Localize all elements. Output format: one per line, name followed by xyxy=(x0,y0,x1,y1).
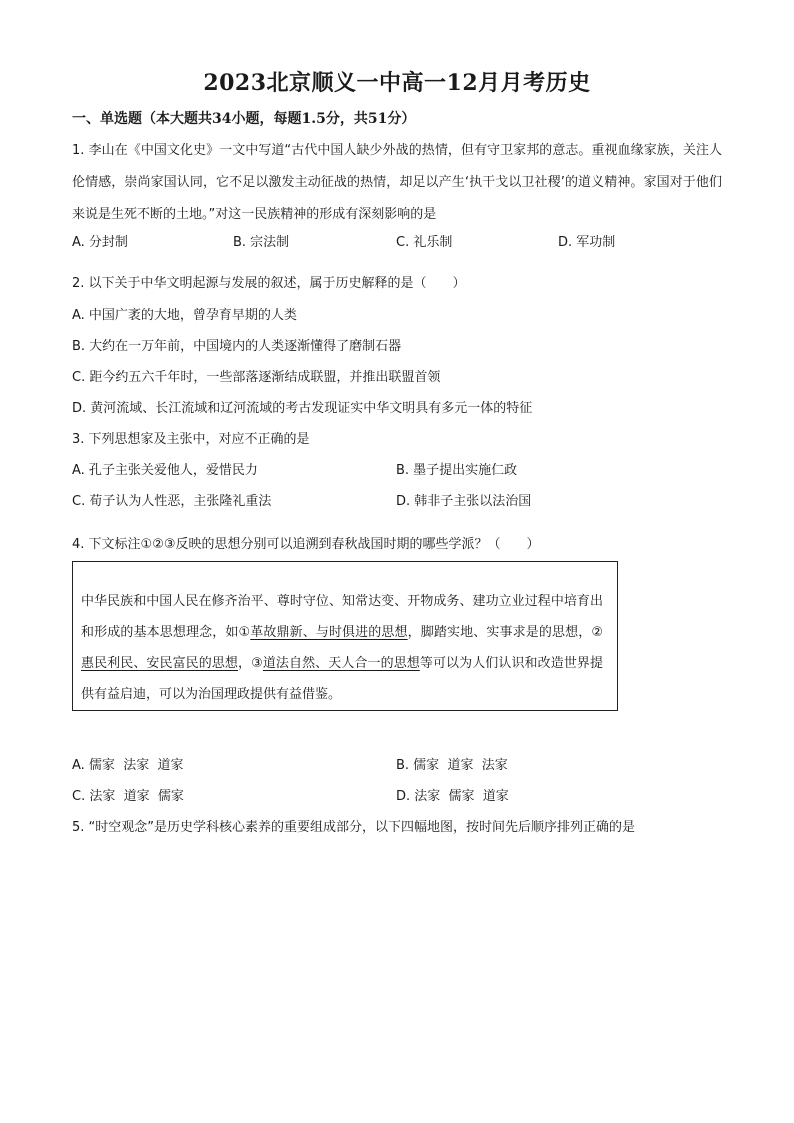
material-underline-1: 革故鼎新、与时俱进的思想 xyxy=(250,625,408,640)
material-underline-3: 道法自然、天人合一的思想 xyxy=(262,656,420,671)
question-1-option-c: C. 礼乐制 xyxy=(396,235,453,250)
page-title: 2023北京顺义一中高一12月月考历史 xyxy=(203,70,591,96)
material-text-3: ，③ xyxy=(238,656,263,671)
question-2-option-b: B. 大约在一万年前，中国境内的人类逐渐懂得了磨制石器 xyxy=(72,339,402,354)
question-2-option-c: C. 距今约五六千年时，一些部落逐渐结成联盟，并推出联盟首领 xyxy=(72,370,441,385)
question-2-option-a: A. 中国广袤的大地，曾孕育早期的人类 xyxy=(72,308,297,323)
question-4-option-c: C. 法家 道家 儒家 xyxy=(72,789,184,804)
material-text-1: 中华民族和中国人民在修齐治平、尊时守位、知常达变、开物成务、建功立业过程中培育出和形成的基本思想理念，如① xyxy=(81,594,603,640)
question-1-stem: 1. 李山在《中国文化史》一文中写道“古代中国人缺少外战的热情，但有守卫家邦的意志。重视血缘家族，关注人伦情感，崇尚家国认同，它不足以激发主动征战的热情，却足以产生‘执干戈以卫社稷’的道义精神。家国对于他们来说是生死不断的土地。”对这一民族精神的形成有深刻影响的是 xyxy=(72,143,722,222)
question-3-option-d: D. 韩非子主张以法治国 xyxy=(396,494,532,509)
material-underline-2: 惠民利民、安民富民的思想 xyxy=(81,656,239,671)
question-3-option-b: B. 墨子提出实施仁政 xyxy=(396,463,518,478)
question-3-stem: 3. 下列思想家及主张中，对应不正确的是 xyxy=(72,432,310,447)
section-heading: 一、单选题（本大题共34小题，每题1.5分，共51分） xyxy=(72,111,416,127)
question-4-option-a: A. 儒家 法家 道家 xyxy=(72,758,184,773)
question-1-option-d: D. 军功制 xyxy=(558,235,616,250)
question-4-stem: 4. 下文标注①②③反映的思想分别可以追溯到春秋战国时期的哪些学派？（ ） xyxy=(72,537,540,552)
question-3-option-a: A. 孔子主张关爱他人，爱惜民力 xyxy=(72,463,258,478)
question-5-stem: 5. “时空观念”是历史学科核心素养的重要组成部分，以下四幅地图，按时间先后顺序排列正确的是 xyxy=(72,820,636,835)
question-3-option-c: C. 荀子认为人性恶，主张隆礼重法 xyxy=(72,494,272,509)
material-text-4: 等可以为人们认识和改造世界提供有益启迪，可以为治国理政提供有益借鉴。 xyxy=(81,656,603,702)
question-4-material-box xyxy=(72,561,618,711)
material-text-2: ，脚踏实地、实事求是的思想，② xyxy=(407,625,604,640)
question-4-option-b: B. 儒家 道家 法家 xyxy=(396,758,508,773)
question-2-option-d: D. 黄河流域、长江流域和辽河流域的考古发现证实中华文明具有多元一体的特征 xyxy=(72,401,533,416)
question-1-option-b: B. 宗法制 xyxy=(233,235,290,250)
question-2-stem: 2. 以下关于中华文明起源与发展的叙述，属于历史解释的是（ ） xyxy=(72,276,466,291)
question-4-option-d: D. 法家 儒家 道家 xyxy=(396,789,509,804)
question-1-option-a: A. 分封制 xyxy=(72,235,128,250)
